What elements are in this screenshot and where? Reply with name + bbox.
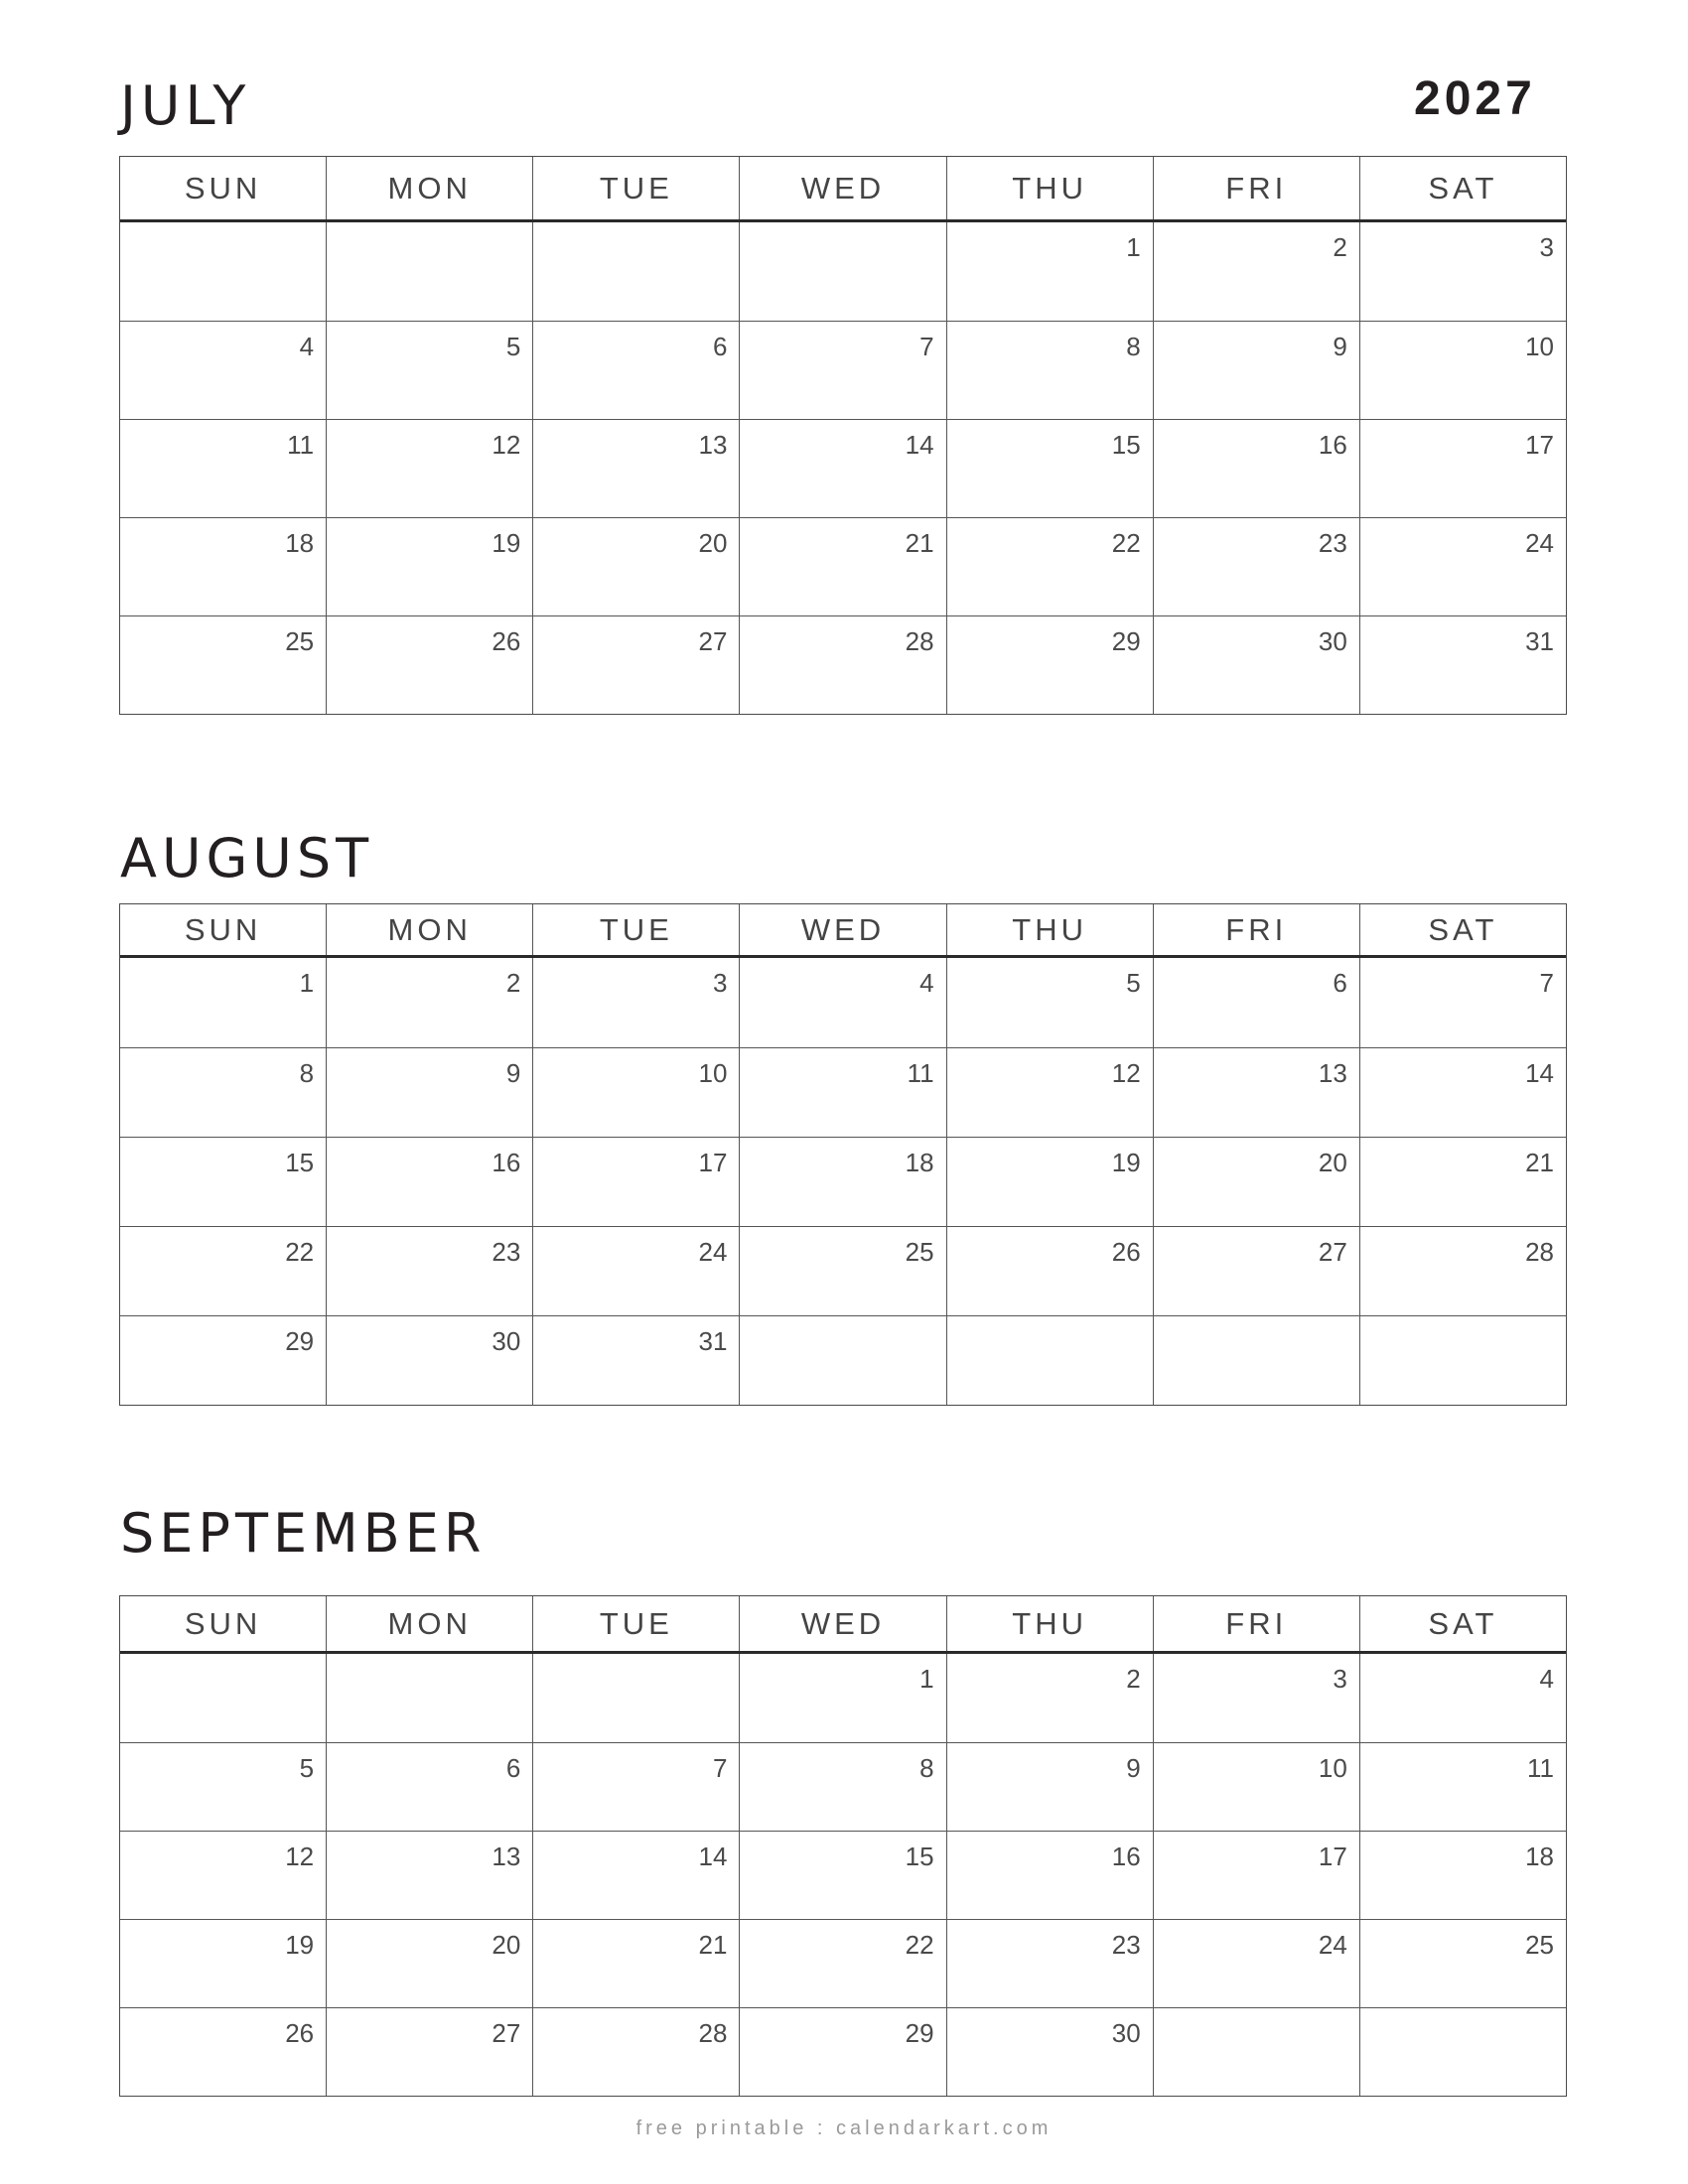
day-number: 21 <box>1525 1148 1554 1177</box>
day-cell <box>532 958 739 1047</box>
day-number: 25 <box>285 626 315 656</box>
day-cell <box>1359 322 1566 419</box>
calendar-grid-july <box>119 156 1567 715</box>
day-cell <box>120 1227 326 1315</box>
day-number: 10 <box>1525 332 1554 361</box>
weekday-label: SAT <box>1359 1596 1566 1651</box>
day-cell <box>120 1743 326 1831</box>
day-number: 4 <box>1539 1664 1554 1694</box>
day-cell <box>120 518 326 615</box>
day-cell <box>326 1316 532 1405</box>
calendar-grid-september <box>119 1595 1567 2097</box>
week-row <box>120 321 1566 419</box>
day-number: 31 <box>698 1326 728 1356</box>
day-cell <box>532 222 739 321</box>
day-cell <box>532 2008 739 2096</box>
month-title-august: AUGUST <box>120 827 374 889</box>
day-cell <box>946 1743 1153 1831</box>
day-cell <box>532 1048 739 1137</box>
day-number: 5 <box>299 1753 315 1783</box>
day-cell <box>946 616 1153 714</box>
day-number: 11 <box>1526 1753 1554 1783</box>
day-number: 17 <box>698 1148 728 1177</box>
day-number: 24 <box>1318 1930 1347 1960</box>
day-cell <box>1359 222 1566 321</box>
day-cell <box>1359 1832 1566 1919</box>
week-row <box>120 1315 1566 1405</box>
day-number: 13 <box>1318 1058 1347 1088</box>
day-number: 6 <box>505 1753 521 1783</box>
day-cell <box>946 1832 1153 1919</box>
day-number: 29 <box>1111 626 1141 656</box>
day-cell <box>532 420 739 517</box>
week-row <box>120 615 1566 714</box>
day-number: 3 <box>1539 232 1554 262</box>
day-cell <box>326 616 532 714</box>
day-cell <box>1359 1743 1566 1831</box>
day-cell <box>739 958 945 1047</box>
day-number: 20 <box>492 1930 521 1960</box>
day-number: 20 <box>1318 1148 1347 1177</box>
day-cell <box>532 1920 739 2007</box>
day-cell <box>1153 1048 1359 1137</box>
day-number: 8 <box>1126 332 1141 361</box>
day-number: 14 <box>1525 1058 1554 1088</box>
weekday-label: THU <box>946 904 1153 955</box>
day-cell <box>532 1743 739 1831</box>
day-number: 9 <box>1333 332 1347 361</box>
day-cell <box>532 518 739 615</box>
day-number: 29 <box>905 2018 934 2048</box>
weekday-label: WED <box>739 1596 945 1651</box>
day-cell <box>739 1832 945 1919</box>
calendar-grid-august <box>119 903 1567 1406</box>
day-cell <box>532 322 739 419</box>
weekday-label: MON <box>326 1596 532 1651</box>
day-cell <box>1359 1048 1566 1137</box>
day-number: 8 <box>299 1058 315 1088</box>
day-number: 1 <box>919 1664 934 1694</box>
day-number: 14 <box>905 430 934 460</box>
day-cell <box>120 1832 326 1919</box>
day-cell <box>739 1138 945 1226</box>
weekday-label: WED <box>739 157 945 219</box>
week-row <box>120 2007 1566 2096</box>
day-number: 3 <box>712 968 728 998</box>
day-cell <box>739 1048 945 1137</box>
day-number: 24 <box>1525 528 1554 558</box>
weekday-label: SAT <box>1359 157 1566 219</box>
day-number: 29 <box>285 1326 315 1356</box>
day-cell <box>1359 1316 1566 1405</box>
weekday-label: FRI <box>1153 904 1359 955</box>
day-cell <box>326 518 532 615</box>
day-cell <box>739 518 945 615</box>
day-cell <box>326 1048 532 1137</box>
day-cell <box>326 1832 532 1919</box>
day-number: 17 <box>1525 430 1554 460</box>
day-number: 18 <box>1525 1842 1554 1871</box>
day-cell <box>532 616 739 714</box>
day-number: 19 <box>492 528 521 558</box>
day-cell <box>1153 958 1359 1047</box>
day-number: 1 <box>299 968 315 998</box>
day-cell <box>1359 616 1566 714</box>
day-cell <box>120 1920 326 2007</box>
day-number: 3 <box>1333 1664 1347 1694</box>
day-cell <box>120 1138 326 1226</box>
day-cell <box>1153 1743 1359 1831</box>
month-title-july: JULY <box>120 74 251 137</box>
weekday-header <box>120 904 1566 958</box>
week-row <box>120 1742 1566 1831</box>
day-cell <box>326 958 532 1047</box>
day-cell <box>739 1654 945 1742</box>
day-cell <box>326 1138 532 1226</box>
day-number: 15 <box>905 1842 934 1871</box>
day-cell <box>946 420 1153 517</box>
day-number: 2 <box>1126 1664 1141 1694</box>
day-cell <box>120 222 326 321</box>
day-cell <box>1153 222 1359 321</box>
day-cell <box>120 2008 326 2096</box>
day-cell <box>326 322 532 419</box>
weekday-label: MON <box>326 157 532 219</box>
day-cell <box>946 222 1153 321</box>
weekday-label: TUE <box>532 904 739 955</box>
day-number: 23 <box>492 1237 521 1267</box>
day-number: 14 <box>698 1842 728 1871</box>
day-cell <box>120 1316 326 1405</box>
weekday-header <box>120 1596 1566 1654</box>
day-number: 23 <box>1111 1930 1141 1960</box>
day-number: 9 <box>1126 1753 1141 1783</box>
week-row <box>120 1047 1566 1137</box>
day-number: 27 <box>698 626 728 656</box>
day-number: 26 <box>492 626 521 656</box>
day-number: 13 <box>492 1842 521 1871</box>
year-label: 2027 <box>1414 72 1536 125</box>
day-cell <box>739 616 945 714</box>
day-number: 20 <box>698 528 728 558</box>
day-number: 18 <box>905 1148 934 1177</box>
day-cell <box>1153 2008 1359 2096</box>
day-cell <box>1359 1920 1566 2007</box>
day-cell <box>739 1227 945 1315</box>
day-cell <box>1153 518 1359 615</box>
weekday-header <box>120 157 1566 222</box>
day-cell <box>326 222 532 321</box>
day-number: 30 <box>1318 626 1347 656</box>
day-cell <box>946 518 1153 615</box>
day-cell <box>326 1227 532 1315</box>
day-number: 24 <box>698 1237 728 1267</box>
day-number: 30 <box>492 1326 521 1356</box>
day-number: 2 <box>505 968 521 998</box>
day-number: 13 <box>698 430 728 460</box>
day-number: 1 <box>1126 232 1141 262</box>
day-cell <box>326 1654 532 1742</box>
day-number: 28 <box>698 2018 728 2048</box>
day-number: 4 <box>919 968 934 998</box>
day-cell <box>1359 1654 1566 1742</box>
day-number: 27 <box>1318 1237 1347 1267</box>
day-cell <box>1153 420 1359 517</box>
day-number: 17 <box>1318 1842 1347 1871</box>
day-cell <box>1153 322 1359 419</box>
month-title-september: SEPTEMBER <box>120 1502 487 1565</box>
day-number: 21 <box>698 1930 728 1960</box>
week-row <box>120 1919 1566 2007</box>
day-cell <box>1359 1138 1566 1226</box>
day-cell <box>739 1316 945 1405</box>
day-number: 22 <box>905 1930 934 1960</box>
day-cell <box>739 1920 945 2007</box>
day-number: 16 <box>1111 1842 1141 1871</box>
day-cell <box>532 1316 739 1405</box>
weekday-label: WED <box>739 904 945 955</box>
day-number: 18 <box>285 528 315 558</box>
day-cell <box>739 2008 945 2096</box>
weekday-label: SUN <box>184 911 262 947</box>
day-cell <box>946 1316 1153 1405</box>
day-cell <box>120 616 326 714</box>
day-cell <box>532 1654 739 1742</box>
day-cell <box>1359 420 1566 517</box>
day-number: 7 <box>919 332 934 361</box>
week-row <box>120 222 1566 321</box>
day-number: 28 <box>1525 1237 1554 1267</box>
day-cell <box>120 322 326 419</box>
day-number: 11 <box>287 430 315 460</box>
day-cell <box>1359 958 1566 1047</box>
day-cell <box>326 1743 532 1831</box>
day-cell <box>946 1920 1153 2007</box>
day-number: 9 <box>505 1058 521 1088</box>
day-cell <box>1153 1832 1359 1919</box>
week-row <box>120 419 1566 517</box>
day-number: 6 <box>1333 968 1347 998</box>
day-cell <box>1153 1920 1359 2007</box>
day-number: 15 <box>1111 430 1141 460</box>
day-number: 10 <box>698 1058 728 1088</box>
day-cell <box>326 2008 532 2096</box>
week-row <box>120 1226 1566 1315</box>
day-cell <box>946 1048 1153 1137</box>
weekday-label: MON <box>326 904 532 955</box>
day-number: 22 <box>285 1237 315 1267</box>
weekday-label: SAT <box>1359 904 1566 955</box>
day-cell <box>120 958 326 1047</box>
day-number: 5 <box>505 332 521 361</box>
day-cell <box>1359 2008 1566 2096</box>
day-cell <box>1153 616 1359 714</box>
day-cell <box>1153 1316 1359 1405</box>
day-cell <box>1153 1138 1359 1226</box>
day-cell <box>739 322 945 419</box>
day-number: 21 <box>905 528 934 558</box>
day-number: 8 <box>919 1753 934 1783</box>
weekday-label: FRI <box>1153 1596 1359 1651</box>
day-cell <box>532 1832 739 1919</box>
footer-credit: free printable : calendarkart.com <box>635 2117 1053 2139</box>
day-number: 26 <box>1111 1237 1141 1267</box>
day-number: 25 <box>1525 1930 1554 1960</box>
day-number: 4 <box>299 332 315 361</box>
day-cell <box>946 2008 1153 2096</box>
day-number: 26 <box>285 2018 315 2048</box>
weekday-label: TUE <box>532 1596 739 1651</box>
day-cell <box>739 1743 945 1831</box>
day-number: 6 <box>712 332 728 361</box>
day-cell <box>120 1654 326 1742</box>
day-number: 5 <box>1126 968 1141 998</box>
day-number: 23 <box>1318 528 1347 558</box>
week-row <box>120 1654 1566 1742</box>
day-cell <box>326 420 532 517</box>
day-cell <box>120 420 326 517</box>
day-number: 19 <box>285 1930 315 1960</box>
day-number: 16 <box>1318 430 1347 460</box>
day-number: 31 <box>1525 626 1554 656</box>
weekday-label: SUN <box>184 1605 262 1641</box>
day-cell <box>1153 1227 1359 1315</box>
weekday-label: TUE <box>532 157 739 219</box>
day-number: 27 <box>492 2018 521 2048</box>
week-row <box>120 517 1566 615</box>
weekday-label: THU <box>946 1596 1153 1651</box>
day-cell <box>532 1138 739 1226</box>
day-cell <box>532 1227 739 1315</box>
day-number: 22 <box>1111 528 1141 558</box>
weekday-label: THU <box>946 157 1153 219</box>
day-number: 15 <box>285 1148 315 1177</box>
day-number: 28 <box>905 626 934 656</box>
day-cell <box>946 1227 1153 1315</box>
week-row <box>120 958 1566 1047</box>
day-cell <box>1359 518 1566 615</box>
day-number: 30 <box>1111 2018 1141 2048</box>
day-number: 19 <box>1111 1148 1141 1177</box>
day-number: 7 <box>1539 968 1554 998</box>
day-cell <box>946 1654 1153 1742</box>
day-cell <box>326 1920 532 2007</box>
day-cell <box>120 1048 326 1137</box>
weekday-label: FRI <box>1153 157 1359 219</box>
day-cell <box>739 222 945 321</box>
day-number: 12 <box>492 430 521 460</box>
day-cell <box>946 1138 1153 1226</box>
weekday-label: SUN <box>184 170 262 205</box>
week-row <box>120 1137 1566 1226</box>
day-cell <box>1153 1654 1359 1742</box>
day-number: 12 <box>1111 1058 1141 1088</box>
day-number: 11 <box>907 1058 934 1088</box>
day-number: 12 <box>285 1842 315 1871</box>
day-cell <box>946 958 1153 1047</box>
day-cell <box>1359 1227 1566 1315</box>
day-number: 25 <box>905 1237 934 1267</box>
day-number: 7 <box>712 1753 728 1783</box>
day-cell <box>946 322 1153 419</box>
day-number: 2 <box>1333 232 1347 262</box>
week-row <box>120 1831 1566 1919</box>
day-number: 16 <box>492 1148 521 1177</box>
day-cell <box>739 420 945 517</box>
day-number: 10 <box>1318 1753 1347 1783</box>
